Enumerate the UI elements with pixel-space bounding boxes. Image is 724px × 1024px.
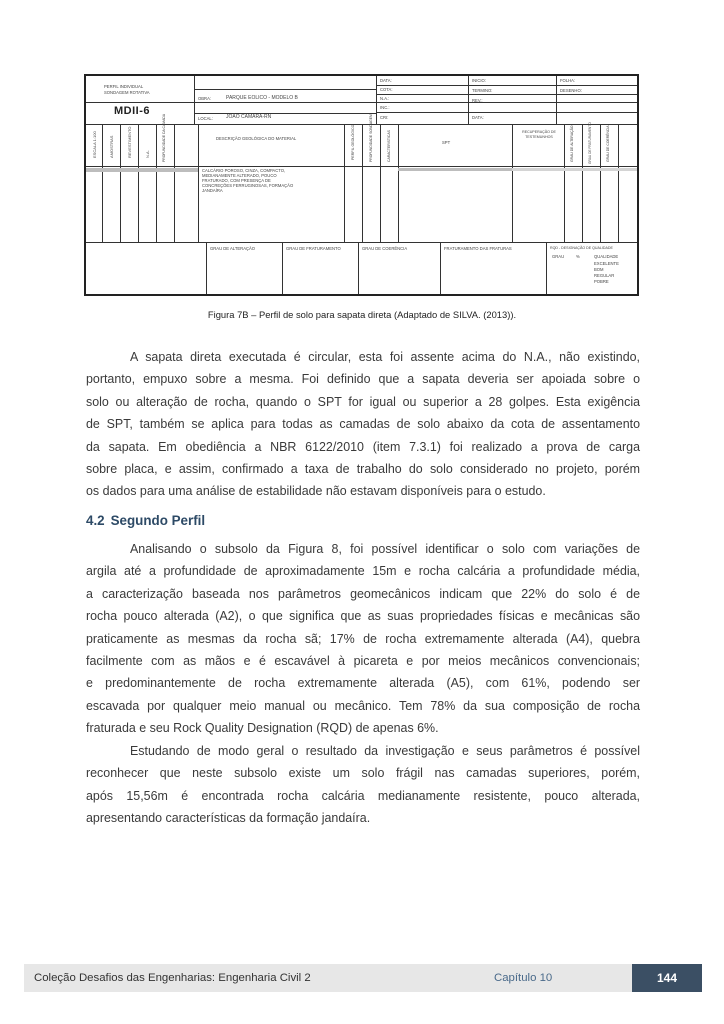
- text-line: da sapata. Em obediência a NBR 6122/2010 (item 7.3.1) foi realizado a prova de carga: [86, 439, 640, 454]
- column-header: PROFUNDIDADE DA CAMADA: [162, 113, 166, 162]
- figure-header-vline: [194, 76, 195, 124]
- figure-header-hline: [194, 113, 376, 114]
- book-title: Coleção Desafios das Engenharias: Engenharia Civil 2: [34, 972, 311, 984]
- column-divider: [120, 124, 121, 242]
- legend-title: RQD - DESIGNAÇÃO DE QUALIDADE: [550, 246, 613, 250]
- paragraph-1: [86, 346, 640, 503]
- paragraph-3: [86, 740, 640, 830]
- column-header: PROFUNDIDADE SONDAGEM: [369, 114, 373, 162]
- column-header: N.A.: [145, 150, 150, 158]
- legend-title: GRAU DE COERÊNCIA: [362, 246, 408, 251]
- layer-description: FRATURADO, COM PRESENÇA DE: [202, 178, 271, 183]
- column-divider: [398, 124, 399, 242]
- rqd-legend-item: EXCELENTE: [594, 261, 619, 266]
- column-header: GRAU DE ALTERAÇÃO: [570, 125, 574, 162]
- page-footer: [24, 964, 702, 992]
- text-line: de SPT, também se aplica para todas as camadas de solo abaixo da cota de assentamento: [86, 417, 640, 432]
- info-row: CRI:: [380, 115, 389, 120]
- legend-title: FRATURAMENTO DAS FRATURAS: [444, 246, 512, 251]
- chapter-label: Capítulo 10: [494, 972, 553, 984]
- info-row: DATA:: [380, 78, 392, 83]
- legend-title: GRAU DE ALTERAÇÃO: [210, 246, 256, 251]
- column-divider: [582, 124, 583, 242]
- text-line: solo ou alteração de rocha, quando o SPT for igual ou superior a 28 golpes. Esta exigência: [86, 394, 640, 409]
- text-line: facilmente com as mãos e é escavável à picareta e por meios mecânicos convencionais;: [86, 654, 640, 669]
- rqd-legend-item: GRAU: [552, 254, 565, 259]
- text-line: Estudando de modo geral o resultado da investigação e seus parâmetros é possível: [130, 744, 640, 758]
- column-divider: [362, 124, 363, 242]
- text-line: a caracterização baseada nos parâmetros geomecânicos indicam que 22% do solo é de: [86, 586, 640, 601]
- text-line: sobre placa, e assim, confirmado a taxa de trabalho do solo considerado no projeto, porém: [86, 462, 640, 477]
- column-divider: [512, 124, 513, 242]
- right-field: DATA:: [472, 115, 484, 120]
- text-line: Analisando o subsolo da Figura 8, foi possível identificar o solo com variações de: [130, 542, 640, 556]
- right-field: DESENHO:: [560, 88, 582, 93]
- figure-legend-top: [86, 242, 637, 243]
- text-line: reconhecer que neste subsolo existe um solo frágil nas camadas superiores, porém,: [86, 766, 640, 781]
- column-header: AMOSTRAS: [109, 135, 114, 158]
- legend-title: GRAU DE FRATURAMENTO: [286, 246, 341, 251]
- column-header: SPT: [442, 140, 451, 145]
- text-line: praticamente as mesmas da rocha sã; 17% de rocha extremamente alterada (A4), quebra: [86, 631, 640, 646]
- layer-description: MEDIANAMENTE ALTERADO, POUCO: [202, 173, 277, 178]
- right-field: INICIO:: [472, 78, 486, 83]
- text-line: argila até a profundidade de aproximadamente 15m e rocha calcária a profundidade média,: [86, 564, 640, 579]
- figure-header-vline: [468, 76, 469, 124]
- figure-header-line: SONDAGEM ROTATIVA: [104, 90, 150, 95]
- section-number: 4.2: [86, 513, 105, 528]
- column-divider: [138, 124, 139, 242]
- right-field: REV.:: [472, 98, 483, 103]
- column-header: CARACTERISTICAS: [387, 130, 391, 162]
- legend-divider: [440, 242, 441, 294]
- section-heading: [86, 513, 205, 528]
- column-divider: [102, 124, 103, 242]
- info-row: COTA:: [380, 87, 393, 92]
- rqd-legend-item: %: [576, 254, 580, 259]
- column-header: RECUPERAÇÃO DE TESTEMUNHOS: [522, 130, 556, 139]
- column-header: GRAU DE COERÊNCIA: [606, 125, 610, 162]
- layer-band: [86, 168, 198, 172]
- column-divider: [600, 124, 601, 242]
- rqd-legend-item: BOM: [594, 267, 604, 272]
- figure-header-divider: [86, 102, 637, 103]
- column-divider: [618, 124, 619, 242]
- layer-description: JANDAÍRA: [202, 188, 223, 193]
- text-line: portanto, empuxo sobre a mesma. Foi definido que a sapata deveria ser apoiada sobre o: [86, 372, 640, 387]
- rqd-legend-item: REGULAR: [594, 273, 615, 278]
- figure-header-hline: [376, 85, 637, 86]
- figure-header-vline: [556, 76, 557, 124]
- rqd-legend-item: QUALIDADE: [594, 254, 619, 259]
- soil-profile-figure: [84, 74, 639, 296]
- text-line: e predominantemente de rocha extremamente alterada (A5), com 61%, podendo ser: [86, 676, 640, 691]
- figure-header-hline: [376, 112, 637, 113]
- figure-header-hline: [194, 89, 376, 90]
- layer-description: CONCREÇÕES FERRUGINOSAS, FORMAÇÃO: [202, 183, 294, 188]
- legend-divider: [206, 242, 207, 294]
- text-line: apresentando características da formação jandaíra.: [86, 811, 371, 826]
- legend-divider: [282, 242, 283, 294]
- info-row: INC.:: [380, 105, 390, 110]
- figure-header-vline: [376, 76, 377, 124]
- rqd-legend-item: POBRE: [594, 279, 609, 284]
- figure-header-line: PERFIL INDIVIDUAL: [104, 84, 144, 89]
- text-line: rocha pouco alterada (A2), o que significa que as suas propriedades físicas e mecânicas são: [86, 609, 640, 624]
- layer-band: [512, 168, 637, 171]
- info-row: N.A.:: [380, 96, 390, 101]
- column-header: GRAU DE FRATURAMENTO: [588, 122, 592, 164]
- column-header: DESCRIÇÃO GEOLÓGICA DO MATERIAL: [216, 136, 297, 141]
- text-line: após 15,56m é encontrada rocha calcária medianamente resistente, pouco alterada,: [86, 788, 640, 803]
- local-label: LOCAL:: [198, 116, 213, 121]
- right-field: FOLHA:: [560, 78, 576, 83]
- legend-divider: [358, 242, 359, 294]
- layer-description: CALCÁRIO POROSO, CINZA, COMPACTO,: [202, 168, 286, 173]
- column-divider: [198, 124, 199, 242]
- text-line: fraturada e seu Rock Quality Designation (RQD) de apenas 6%.: [86, 721, 439, 736]
- column-divider: [174, 124, 175, 242]
- figure-header-hline: [376, 94, 637, 95]
- figure-caption: Figura 7B – Perfil de solo para sapata direta (Adaptado de SILVA. (2013)).: [207, 309, 517, 320]
- column-divider: [344, 124, 345, 242]
- obra-value: PARQUE EOLICO - MODELO B: [226, 95, 298, 101]
- column-divider: [564, 124, 565, 242]
- column-header: REVESTIMENTO: [127, 126, 132, 158]
- footer-bar: [24, 964, 632, 992]
- profile-code: MDII-6: [114, 105, 150, 117]
- page-number: 144: [632, 964, 702, 992]
- section-title: Segundo Perfil: [110, 513, 206, 528]
- local-value: JOÃO CÂMARA-RN: [226, 114, 272, 120]
- layer-band: [398, 168, 512, 171]
- legend-divider: [546, 242, 547, 294]
- column-divider: [380, 124, 381, 242]
- text-line: A sapata direta executada é circular, esta foi assente acima do N.A., não existindo,: [130, 350, 640, 364]
- obra-label: OBRA:: [198, 96, 212, 101]
- text-line: os dados para uma análise de estabilidade não estavam disponíveis para o estudo.: [86, 484, 546, 499]
- column-divider: [156, 124, 157, 242]
- paragraph-2: [86, 538, 640, 740]
- text-line: escavada por qualquer meio manual ou mecânico. Tem 78% da sua composição de rocha: [86, 698, 640, 713]
- column-header: PERFIL GEOLÓGICO: [351, 124, 355, 160]
- column-header: ESCALA 1:100: [92, 131, 97, 158]
- right-field: TERMINO:: [472, 88, 493, 93]
